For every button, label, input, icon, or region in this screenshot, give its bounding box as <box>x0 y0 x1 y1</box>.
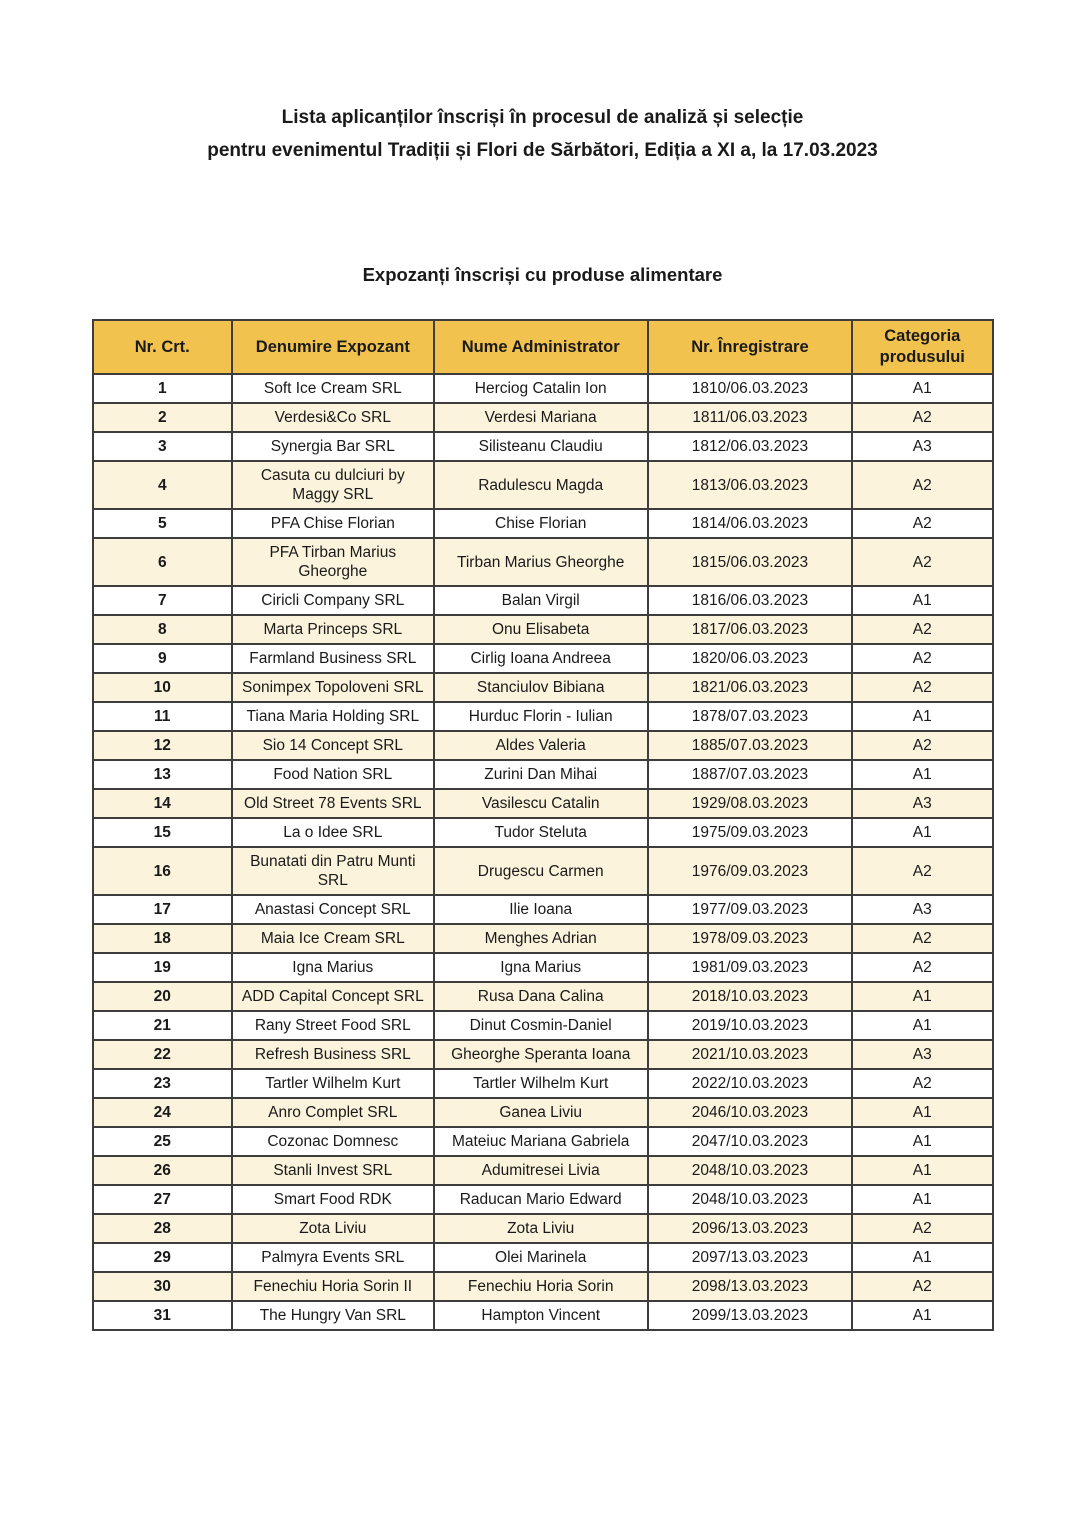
cell-nr-crt: 20 <box>93 982 233 1011</box>
cell-nr-inregistrare: 2022/10.03.2023 <box>648 1069 852 1098</box>
cell-categoria-produsului: A2 <box>852 461 992 509</box>
cell-nume-administrator: Onu Elisabeta <box>434 615 648 644</box>
table-row <box>93 538 993 586</box>
cell-categoria-produsului: A2 <box>852 1272 992 1301</box>
table-row <box>93 953 993 982</box>
section-title: Expozanți înscriși cu produse alimentare <box>362 264 723 285</box>
cell-nr-inregistrare: 1975/09.03.2023 <box>648 818 852 847</box>
cell-categoria-produsului: A2 <box>852 731 992 760</box>
cell-categoria-produsului: A2 <box>852 615 992 644</box>
cell-nr-crt: 19 <box>93 953 233 982</box>
cell-denumire-expozant: Ciricli Company SRL <box>232 586 434 615</box>
cell-nume-administrator: Tartler Wilhelm Kurt <box>434 1069 648 1098</box>
cell-denumire-expozant: Refresh Business SRL <box>232 1040 434 1069</box>
exhibitors-table <box>92 319 994 1331</box>
cell-nr-inregistrare: 2097/13.03.2023 <box>648 1243 852 1272</box>
cell-nume-administrator: Ilie Ioana <box>434 895 648 924</box>
cell-nume-administrator: Silisteanu Claudiu <box>434 432 648 461</box>
cell-nr-crt: 3 <box>93 432 233 461</box>
cell-nr-crt: 10 <box>93 673 233 702</box>
table-body <box>93 374 993 1330</box>
cell-nr-crt: 17 <box>93 895 233 924</box>
cell-nr-crt: 28 <box>93 1214 233 1243</box>
cell-nr-inregistrare: 2048/10.03.2023 <box>648 1185 852 1214</box>
cell-categoria-produsului: A1 <box>852 702 992 731</box>
cell-denumire-expozant: Casuta cu dulciuri by Maggy SRL <box>232 461 434 509</box>
cell-nr-inregistrare: 2021/10.03.2023 <box>648 1040 852 1069</box>
page-title-line2: pentru evenimentul Tradiții și Flori de Sărbători, Ediția a XI a, la 17.03.2023 <box>207 140 878 161</box>
cell-denumire-expozant: PFA Tirban Marius Gheorghe <box>232 538 434 586</box>
cell-nume-administrator: Fenechiu Horia Sorin <box>434 1272 648 1301</box>
cell-nr-inregistrare: 1976/09.03.2023 <box>648 847 852 895</box>
cell-categoria-produsului: A3 <box>852 1040 992 1069</box>
cell-denumire-expozant: Anastasi Concept SRL <box>232 895 434 924</box>
cell-nume-administrator: Tudor Steluta <box>434 818 648 847</box>
col-header-nume-administrator: Nume Administrator <box>434 320 648 374</box>
cell-nume-administrator: Vasilescu Catalin <box>434 789 648 818</box>
cell-categoria-produsului: A2 <box>852 953 992 982</box>
table-row <box>93 1098 993 1127</box>
table-row <box>93 1214 993 1243</box>
cell-denumire-expozant: Bunatati din Patru Munti SRL <box>232 847 434 895</box>
table-row <box>93 982 993 1011</box>
cell-nr-inregistrare: 2047/10.03.2023 <box>648 1127 852 1156</box>
table-row <box>93 432 993 461</box>
cell-nr-inregistrare: 1810/06.03.2023 <box>648 374 852 403</box>
cell-nr-inregistrare: 2046/10.03.2023 <box>648 1098 852 1127</box>
cell-nr-inregistrare: 1813/06.03.2023 <box>648 461 852 509</box>
cell-denumire-expozant: Old Street 78 Events SRL <box>232 789 434 818</box>
table-row <box>93 760 993 789</box>
table-row <box>93 509 993 538</box>
cell-nume-administrator: Olei Marinela <box>434 1243 648 1272</box>
table-row <box>93 1011 993 1040</box>
table-row <box>93 1185 993 1214</box>
cell-nume-administrator: Cirlig Ioana Andreea <box>434 644 648 673</box>
table-row <box>93 702 993 731</box>
cell-nr-crt: 30 <box>93 1272 233 1301</box>
cell-denumire-expozant: Tiana Maria Holding SRL <box>232 702 434 731</box>
table-row <box>93 403 993 432</box>
cell-nr-crt: 12 <box>93 731 233 760</box>
cell-nr-inregistrare: 1815/06.03.2023 <box>648 538 852 586</box>
cell-categoria-produsului: A1 <box>852 1301 992 1330</box>
cell-nr-crt: 15 <box>93 818 233 847</box>
cell-categoria-produsului: A2 <box>852 644 992 673</box>
cell-nume-administrator: Balan Virgil <box>434 586 648 615</box>
cell-denumire-expozant: Tartler Wilhelm Kurt <box>232 1069 434 1098</box>
table-row <box>93 818 993 847</box>
table-row <box>93 374 993 403</box>
cell-nume-administrator: Herciog Catalin Ion <box>434 374 648 403</box>
cell-nume-administrator: Raducan Mario Edward <box>434 1185 648 1214</box>
cell-denumire-expozant: Maia Ice Cream SRL <box>232 924 434 953</box>
cell-denumire-expozant: Anro Complet SRL <box>232 1098 434 1127</box>
cell-categoria-produsului: A1 <box>852 1098 992 1127</box>
page-title <box>0 101 1085 167</box>
cell-denumire-expozant: Fenechiu Horia Sorin II <box>232 1272 434 1301</box>
cell-nr-crt: 16 <box>93 847 233 895</box>
cell-nume-administrator: Stanciulov Bibiana <box>434 673 648 702</box>
cell-denumire-expozant: Marta Princeps SRL <box>232 615 434 644</box>
cell-categoria-produsului: A2 <box>852 1069 992 1098</box>
cell-denumire-expozant: Synergia Bar SRL <box>232 432 434 461</box>
cell-categoria-produsului: A3 <box>852 432 992 461</box>
table-row <box>93 1127 993 1156</box>
cell-nume-administrator: Gheorghe Speranta Ioana <box>434 1040 648 1069</box>
cell-nr-inregistrare: 1978/09.03.2023 <box>648 924 852 953</box>
cell-nr-crt: 6 <box>93 538 233 586</box>
cell-denumire-expozant: Smart Food RDK <box>232 1185 434 1214</box>
cell-nr-inregistrare: 2098/13.03.2023 <box>648 1272 852 1301</box>
cell-nr-inregistrare: 1885/07.03.2023 <box>648 731 852 760</box>
table-row <box>93 1069 993 1098</box>
table-row <box>93 1040 993 1069</box>
cell-nume-administrator: Adumitresei Livia <box>434 1156 648 1185</box>
cell-nume-administrator: Zurini Dan Mihai <box>434 760 648 789</box>
cell-nr-inregistrare: 1887/07.03.2023 <box>648 760 852 789</box>
table-row <box>93 461 993 509</box>
cell-categoria-produsului: A2 <box>852 847 992 895</box>
cell-categoria-produsului: A1 <box>852 760 992 789</box>
cell-denumire-expozant: Verdesi&Co SRL <box>232 403 434 432</box>
cell-nume-administrator: Radulescu Magda <box>434 461 648 509</box>
cell-categoria-produsului: A1 <box>852 374 992 403</box>
table-row <box>93 1243 993 1272</box>
cell-nume-administrator: Mateiuc Mariana Gabriela <box>434 1127 648 1156</box>
cell-nr-inregistrare: 2099/13.03.2023 <box>648 1301 852 1330</box>
cell-nr-inregistrare: 1821/06.03.2023 <box>648 673 852 702</box>
cell-nr-inregistrare: 2018/10.03.2023 <box>648 982 852 1011</box>
cell-nr-inregistrare: 1814/06.03.2023 <box>648 509 852 538</box>
cell-nr-crt: 11 <box>93 702 233 731</box>
col-header-categoria-produsului: Categoria produsului <box>852 320 992 374</box>
table-row <box>93 1156 993 1185</box>
cell-nr-crt: 2 <box>93 403 233 432</box>
cell-nr-crt: 31 <box>93 1301 233 1330</box>
table-row <box>93 615 993 644</box>
cell-categoria-produsului: A2 <box>852 403 992 432</box>
cell-categoria-produsului: A3 <box>852 895 992 924</box>
cell-nr-inregistrare: 1817/06.03.2023 <box>648 615 852 644</box>
cell-nume-administrator: Menghes Adrian <box>434 924 648 953</box>
cell-nr-crt: 18 <box>93 924 233 953</box>
cell-nume-administrator: Igna Marius <box>434 953 648 982</box>
cell-denumire-expozant: Sonimpex Topoloveni SRL <box>232 673 434 702</box>
cell-categoria-produsului: A1 <box>852 1185 992 1214</box>
cell-denumire-expozant: Rany Street Food SRL <box>232 1011 434 1040</box>
cell-nume-administrator: Aldes Valeria <box>434 731 648 760</box>
cell-nume-administrator: Tirban Marius Gheorghe <box>434 538 648 586</box>
cell-nr-crt: 22 <box>93 1040 233 1069</box>
cell-denumire-expozant: ADD Capital Concept SRL <box>232 982 434 1011</box>
cell-denumire-expozant: Palmyra Events SRL <box>232 1243 434 1272</box>
table-row <box>93 895 993 924</box>
cell-nr-crt: 4 <box>93 461 233 509</box>
cell-denumire-expozant: Food Nation SRL <box>232 760 434 789</box>
cell-nr-inregistrare: 1929/08.03.2023 <box>648 789 852 818</box>
cell-nr-inregistrare: 2048/10.03.2023 <box>648 1156 852 1185</box>
cell-denumire-expozant: Farmland Business SRL <box>232 644 434 673</box>
table-row <box>93 924 993 953</box>
cell-categoria-produsului: A1 <box>852 1156 992 1185</box>
cell-categoria-produsului: A3 <box>852 789 992 818</box>
cell-nume-administrator: Hurduc Florin - Iulian <box>434 702 648 731</box>
cell-nume-administrator: Ganea Liviu <box>434 1098 648 1127</box>
cell-categoria-produsului: A1 <box>852 1127 992 1156</box>
cell-categoria-produsului: A1 <box>852 586 992 615</box>
table-row <box>93 673 993 702</box>
cell-nume-administrator: Hampton Vincent <box>434 1301 648 1330</box>
cell-nume-administrator: Zota Liviu <box>434 1214 648 1243</box>
cell-categoria-produsului: A2 <box>852 538 992 586</box>
cell-nr-crt: 23 <box>93 1069 233 1098</box>
table-header-row <box>93 320 993 374</box>
cell-denumire-expozant: Zota Liviu <box>232 1214 434 1243</box>
table-row <box>93 789 993 818</box>
cell-nr-inregistrare: 1981/09.03.2023 <box>648 953 852 982</box>
cell-nr-crt: 9 <box>93 644 233 673</box>
cell-nr-crt: 26 <box>93 1156 233 1185</box>
cell-nume-administrator: Chise Florian <box>434 509 648 538</box>
cell-nr-inregistrare: 1811/06.03.2023 <box>648 403 852 432</box>
cell-nr-crt: 25 <box>93 1127 233 1156</box>
cell-nr-crt: 7 <box>93 586 233 615</box>
cell-nume-administrator: Drugescu Carmen <box>434 847 648 895</box>
cell-nr-crt: 24 <box>93 1098 233 1127</box>
cell-nr-inregistrare: 2019/10.03.2023 <box>648 1011 852 1040</box>
page-title-line1: Lista aplicanților înscriși în procesul de analiză și selecție <box>281 107 804 128</box>
cell-nr-inregistrare: 2096/13.03.2023 <box>648 1214 852 1243</box>
cell-denumire-expozant: PFA Chise Florian <box>232 509 434 538</box>
cell-categoria-produsului: A1 <box>852 1011 992 1040</box>
cell-nr-crt: 27 <box>93 1185 233 1214</box>
cell-nr-crt: 21 <box>93 1011 233 1040</box>
cell-categoria-produsului: A1 <box>852 982 992 1011</box>
cell-denumire-expozant: Stanli Invest SRL <box>232 1156 434 1185</box>
cell-nr-crt: 8 <box>93 615 233 644</box>
cell-denumire-expozant: Soft Ice Cream SRL <box>232 374 434 403</box>
cell-nume-administrator: Rusa Dana Calina <box>434 982 648 1011</box>
cell-categoria-produsului: A2 <box>852 509 992 538</box>
cell-nr-crt: 5 <box>93 509 233 538</box>
table-row <box>93 1272 993 1301</box>
cell-categoria-produsului: A2 <box>852 924 992 953</box>
col-header-nr-inregistrare: Nr. Înregistrare <box>648 320 852 374</box>
cell-nr-inregistrare: 1977/09.03.2023 <box>648 895 852 924</box>
cell-nume-administrator: Verdesi Mariana <box>434 403 648 432</box>
table-row <box>93 847 993 895</box>
cell-denumire-expozant: The Hungry Van SRL <box>232 1301 434 1330</box>
cell-categoria-produsului: A1 <box>852 818 992 847</box>
cell-categoria-produsului: A2 <box>852 673 992 702</box>
table-row <box>93 644 993 673</box>
cell-nr-crt: 13 <box>93 760 233 789</box>
table-row <box>93 586 993 615</box>
cell-categoria-produsului: A1 <box>852 1243 992 1272</box>
cell-denumire-expozant: Cozonac Domnesc <box>232 1127 434 1156</box>
cell-categoria-produsului: A2 <box>852 1214 992 1243</box>
cell-nr-inregistrare: 1878/07.03.2023 <box>648 702 852 731</box>
cell-nr-inregistrare: 1820/06.03.2023 <box>648 644 852 673</box>
cell-nr-inregistrare: 1816/06.03.2023 <box>648 586 852 615</box>
cell-nr-crt: 1 <box>93 374 233 403</box>
cell-nr-inregistrare: 1812/06.03.2023 <box>648 432 852 461</box>
cell-denumire-expozant: Sio 14 Concept SRL <box>232 731 434 760</box>
cell-nr-crt: 29 <box>93 1243 233 1272</box>
cell-denumire-expozant: Igna Marius <box>232 953 434 982</box>
col-header-nr-crt: Nr. Crt. <box>93 320 233 374</box>
cell-nr-crt: 14 <box>93 789 233 818</box>
table-row <box>93 731 993 760</box>
cell-nume-administrator: Dinut Cosmin-Daniel <box>434 1011 648 1040</box>
table-row <box>93 1301 993 1330</box>
cell-denumire-expozant: La o Idee SRL <box>232 818 434 847</box>
col-header-denumire-expozant: Denumire Expozant <box>232 320 434 374</box>
